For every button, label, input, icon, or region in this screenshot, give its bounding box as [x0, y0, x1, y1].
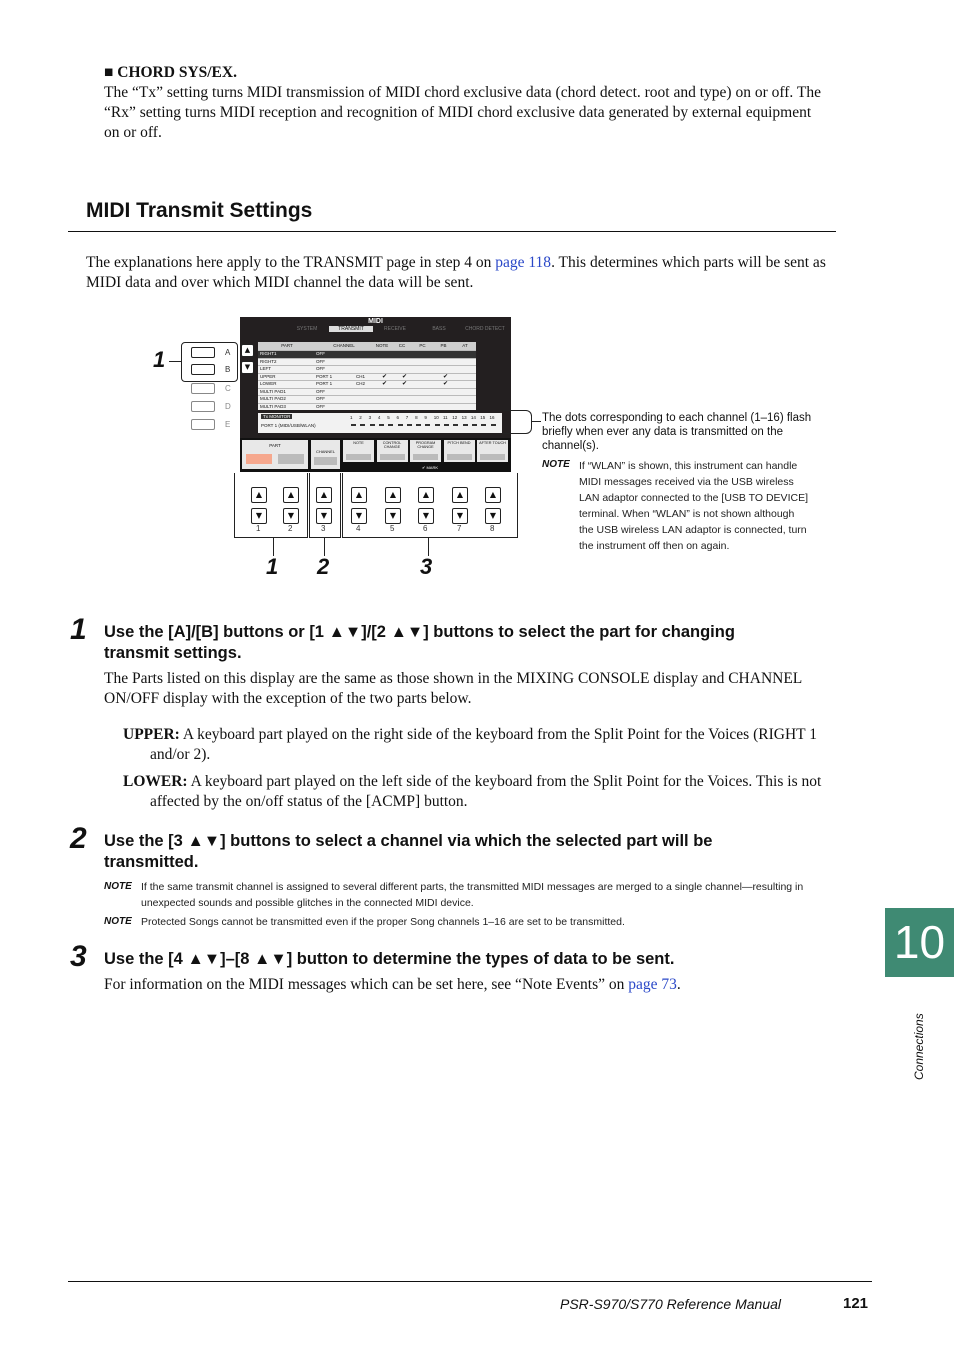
- button-number: 5: [390, 524, 395, 533]
- step-3-number: 3: [70, 940, 87, 973]
- mark-label: [400, 465, 460, 470]
- row-ch: CH2: [356, 381, 366, 386]
- step-2-note-1: If the same transmit channel is assigned to several different parts, the transmitted MIDI messages are merged to a single channel—resulting in unexpected sounds and possible glitches in the connected MIDI device.: [141, 881, 804, 909]
- step-2-note-2: Protected Songs cannot be transmitted even if the proper Song channels 1–16 are set to be transmitted.: [141, 916, 625, 928]
- step-1-text: The Parts listed on this display are the same as those shown in the MIXING CONSOLE display and CHANNEL ON/OFF display with the exception of the two parts below.: [104, 670, 802, 707]
- func-arrow-icon: [346, 454, 371, 460]
- callout-number: 1: [153, 347, 166, 372]
- row-part: RIGHT2: [260, 358, 277, 364]
- button-up[interactable]: ▲: [251, 487, 267, 503]
- button-up[interactable]: ▲: [316, 487, 332, 503]
- monitor-channel-number: 11: [443, 415, 448, 420]
- screen-down-button[interactable]: ▼: [241, 361, 254, 374]
- part-left-arrow-icon: [246, 454, 272, 464]
- chapter-tab: [885, 908, 954, 977]
- func-item-label: CONTROL CHANGE: [382, 441, 402, 449]
- col-at: AT: [462, 343, 468, 348]
- check-icon: ✔: [402, 381, 408, 387]
- step-3-text-before: For information on the MIDI messages which can be set here, see “Note Events” on: [104, 976, 629, 993]
- button-e[interactable]: [191, 419, 215, 430]
- button-e-label: E: [225, 420, 231, 429]
- step-3-text-after: .: [676, 976, 681, 993]
- row-channel: OFF: [316, 396, 325, 401]
- row-channel: OFF: [316, 388, 325, 394]
- func-arrow-icon: [380, 454, 405, 460]
- button-up[interactable]: ▲: [452, 487, 468, 503]
- step-3-heading: Use the [4 ▲▼]–[8 ▲▼] button to determine the types of data to be sent.: [104, 950, 675, 968]
- col-pc: PC: [419, 343, 426, 348]
- step-1-number: 1: [70, 613, 87, 646]
- monitor-channel-number: 10: [433, 415, 439, 420]
- monitor-channel-number: 12: [452, 415, 458, 420]
- monitor-channel-number: 5: [387, 415, 390, 420]
- func-item-label: NOTE: [353, 441, 364, 445]
- monitor-dot: [453, 424, 458, 426]
- row-part: MULTI PAD1: [260, 388, 286, 394]
- intro-page-link[interactable]: page 118: [495, 254, 552, 271]
- monitor-dot: [444, 424, 449, 426]
- step-1-heading: Use the [A]/[B] buttons or [1 ▲▼]/[2 ▲▼] buttons to select the part for changing transmit settings.: [104, 623, 735, 662]
- check-icon: ✔: [421, 465, 427, 470]
- footer-manual-title: PSR-S970/S770 Reference Manual: [560, 1296, 782, 1312]
- func-part-label: PART: [269, 443, 281, 448]
- monitor-dot: [360, 424, 365, 426]
- col-part: PART: [281, 343, 293, 348]
- chapter-number: 10: [893, 916, 946, 968]
- button-number: 1: [256, 524, 261, 533]
- callout-line: [169, 361, 181, 362]
- callout-number-1: 1: [266, 554, 279, 579]
- chord-sysex-heading: CHORD SYS/EX.: [117, 64, 237, 81]
- button-a[interactable]: [191, 347, 215, 358]
- func-item-label: AFTER TOUCH: [479, 441, 506, 445]
- figure-caption: The dots corresponding to each channel (1–16) flash briefly when ever any data is transmitted on the channel(s).: [542, 412, 812, 452]
- row-channel: OFF: [316, 366, 325, 371]
- func-item[interactable]: [477, 440, 508, 462]
- row-channel: PORT 1: [316, 373, 333, 379]
- button-number: 6: [423, 524, 428, 533]
- monitor-channel-number: 1: [350, 415, 353, 420]
- monitor-dot: [398, 424, 403, 426]
- col-pb: PB: [440, 343, 447, 348]
- monitor-channel-number: 7: [405, 415, 409, 420]
- figure: [0, 0, 954, 600]
- part-table: [258, 342, 476, 410]
- row-channel: PORT 1: [316, 381, 333, 386]
- func-item-label: PROGRAM CHANGE: [415, 441, 436, 449]
- intro-text: The explanations here apply to the TRANSMIT page in step 4 on: [86, 254, 496, 271]
- check-icon: ✔: [382, 373, 388, 380]
- func-arrow-icon: [447, 454, 472, 460]
- func-part[interactable]: [242, 440, 308, 469]
- term-lower: [123, 772, 862, 812]
- button-down[interactable]: ▼: [251, 508, 267, 524]
- row-part: MULTI PAD3: [260, 403, 286, 409]
- tx-monitor-port: PORT 1 (MIDI/USB/WLAN): [261, 423, 316, 428]
- monitor-channel-number: 13: [461, 415, 467, 420]
- button-c-label: C: [225, 384, 231, 393]
- monitor-channel-number: 3: [368, 415, 372, 420]
- step-2-heading: Use the [3 ▲▼] buttons to select a channel via which the selected part will be transmitted.: [104, 832, 713, 871]
- square-bullet-icon: ■: [104, 64, 118, 81]
- check-icon: ✔: [402, 373, 408, 380]
- button-number: 2: [288, 524, 293, 533]
- button-number: 8: [490, 524, 495, 533]
- monitor-dot: [416, 424, 421, 426]
- button-down[interactable]: ▼: [385, 508, 401, 524]
- tab-chord-detect[interactable]: CHORD DETECT: [465, 326, 505, 332]
- chapter-label: Connections: [912, 1013, 926, 1080]
- tab-receive[interactable]: RECEIVE: [384, 326, 406, 332]
- callout-number-2: 2: [317, 554, 330, 579]
- button-number: 3: [321, 524, 326, 533]
- tab-transmit[interactable]: TRANSMIT: [329, 326, 373, 332]
- step-2-number: 2: [70, 822, 87, 855]
- monitor-dot: [379, 424, 384, 426]
- monitor-dot: [351, 424, 356, 426]
- monitor-channel-number: 2: [359, 415, 362, 420]
- button-down[interactable]: ▼: [316, 508, 332, 524]
- step-3-text: [104, 975, 824, 995]
- row-part: UPPER: [260, 373, 276, 379]
- func-item[interactable]: [343, 440, 374, 462]
- button-down[interactable]: ▼: [485, 508, 501, 524]
- monitor-dot: [435, 424, 440, 426]
- func-item[interactable]: [410, 440, 441, 462]
- monitor-dot: [472, 424, 477, 426]
- monitor-channel-number: 14: [470, 415, 476, 420]
- monitor-dot: [491, 424, 496, 426]
- monitor-channel-number: 16: [489, 415, 495, 420]
- note-tag-2b: NOTE: [104, 916, 132, 927]
- row-ch: CH1: [356, 373, 366, 379]
- row-part: RIGHT1: [260, 351, 277, 356]
- panel-bracket-1: [234, 473, 308, 538]
- func-channel-label: CHANNEL: [315, 449, 336, 454]
- row-channel: OFF: [316, 358, 325, 364]
- monitor-dot: [481, 424, 486, 426]
- monitor-channel-number: 9: [424, 415, 427, 420]
- callout-number-3: 3: [420, 554, 433, 579]
- lcd-title: MIDI: [368, 318, 383, 325]
- col-cc: CC: [398, 343, 406, 348]
- button-down[interactable]: ▼: [351, 508, 367, 524]
- col-channel: CHANNEL: [333, 343, 355, 348]
- monitor-channel-number: 15: [480, 415, 486, 420]
- tab-system[interactable]: SYSTEM: [296, 326, 318, 332]
- row-part: MULTI PAD2: [260, 396, 286, 401]
- term-lower-desc: A keyboard part played on the left side of the keyboard from the Split Point for the Voices. This is not affected by the on/off status of the [ACMP] button.: [150, 773, 822, 810]
- note-tag: NOTE: [542, 459, 570, 470]
- func-channel[interactable]: [311, 440, 340, 469]
- button-up[interactable]: ▲: [485, 487, 501, 503]
- page-73-link[interactable]: page 73: [628, 976, 677, 993]
- button-number: 4: [356, 524, 361, 533]
- figure-note: If “WLAN” is shown, this instrument can handle MIDI messages received via the USB wireless LAN adaptor connected to the [USB TO DEVICE] terminal. When “WLAN” is not shown although the USB wireless LAN adaptor is connected, turn the instrument off then on again.: [579, 460, 808, 552]
- lcd-screen: [240, 317, 511, 472]
- row-part: LEFT: [260, 366, 272, 371]
- button-d[interactable]: [191, 401, 215, 412]
- page-number: 121: [843, 1295, 869, 1312]
- check-icon: ✔: [382, 381, 388, 387]
- caption-connector: [503, 410, 532, 434]
- func-item-label: PITCH BEND: [447, 441, 471, 445]
- monitor-channel-number: 8: [415, 415, 418, 420]
- button-c[interactable]: [191, 383, 215, 394]
- button-number: 7: [457, 524, 462, 533]
- row-channel: OFF: [316, 351, 325, 356]
- button-a-label: A: [225, 348, 231, 357]
- function-bar: [240, 438, 511, 472]
- note-tag-2a: NOTE: [104, 881, 132, 892]
- button-down[interactable]: ▼: [452, 508, 468, 524]
- intro-text-end: . This determines which parts will be sent as MIDI data and over which MIDI channel the data will be sent.: [86, 254, 826, 291]
- func-arrow-icon: [413, 454, 438, 460]
- screen-up-button[interactable]: ▲: [241, 344, 254, 357]
- monitor-dot: [463, 424, 468, 426]
- term-upper-label: UPPER:: [123, 726, 180, 743]
- check-icon: ✔: [443, 373, 449, 380]
- section-title: MIDI Transmit Settings: [86, 199, 313, 222]
- func-item[interactable]: [377, 440, 408, 462]
- term-upper: [123, 725, 850, 765]
- button-b[interactable]: [191, 364, 215, 375]
- tab-bass[interactable]: BASS: [432, 326, 446, 332]
- button-up[interactable]: ▲: [385, 487, 401, 503]
- button-up[interactable]: ▲: [418, 487, 434, 503]
- lcd-tabs: [285, 326, 507, 334]
- part-right-arrow-icon: [278, 454, 304, 464]
- term-upper-desc: A keyboard part played on the right side of the keyboard from the Split Point for the Voices (RIGHT 1 and/or 2).: [150, 726, 817, 763]
- monitor-dot: [388, 424, 393, 426]
- caption-connector-line: [531, 421, 541, 422]
- col-note: NOTE: [375, 343, 389, 348]
- monitor-dot: [407, 424, 412, 426]
- tx-monitor: [258, 413, 502, 433]
- button-up[interactable]: ▲: [283, 487, 299, 503]
- term-lower-label: LOWER:: [123, 773, 188, 790]
- monitor-channel-number: 4: [377, 415, 381, 420]
- monitor-channel-number: 6: [396, 415, 400, 420]
- func-item[interactable]: [444, 440, 475, 462]
- monitor-dot: [425, 424, 430, 426]
- row-part: LOWER: [260, 381, 277, 386]
- button-down[interactable]: ▼: [418, 508, 434, 524]
- channel-arrow-icon: [314, 457, 337, 465]
- button-d-label: D: [225, 402, 231, 411]
- table-row[interactable]: [258, 403, 476, 412]
- button-up[interactable]: ▲: [351, 487, 367, 503]
- check-icon: ✔: [443, 381, 449, 387]
- func-arrow-icon: [480, 454, 505, 460]
- chord-sysex-text: The “Tx” setting turns MIDI transmission of MIDI chord exclusive data (chord detect. root and type) on or off. The “Rx” setting turns MIDI reception and recognition of MIDI chord exclusive data generated by external equipment on or off.: [104, 84, 821, 141]
- footer-rule: [68, 1281, 872, 1282]
- button-down[interactable]: ▼: [283, 508, 299, 524]
- mark-text: MARK: [426, 465, 439, 470]
- tx-monitor-label: Tx MONITOR: [263, 414, 291, 419]
- row-channel: OFF: [316, 403, 325, 409]
- monitor-dot: [370, 424, 375, 426]
- button-b-label: B: [225, 365, 231, 374]
